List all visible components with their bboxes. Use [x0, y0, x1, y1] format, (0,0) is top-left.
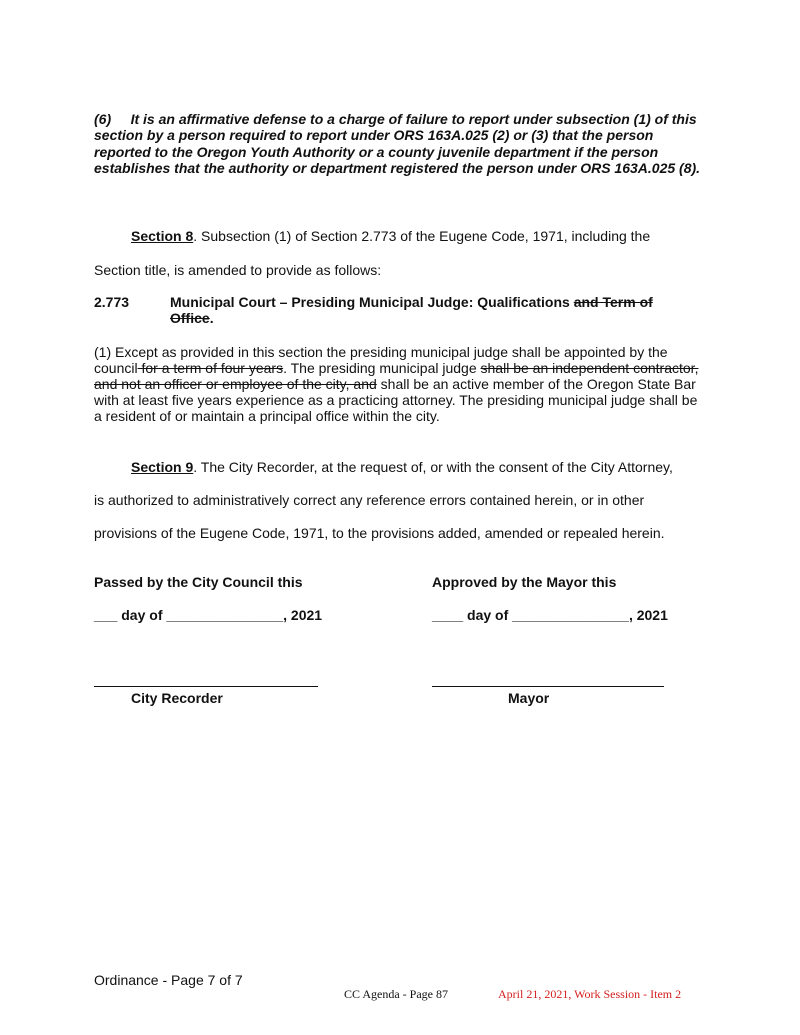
code-section-title-struck: and Term of Office — [170, 294, 653, 326]
council-heading: Passed by the City Council this — [94, 574, 303, 590]
agenda-page-footer: CC Agenda - Page 87 — [344, 987, 448, 1001]
section-8-line-1 — [131, 228, 650, 244]
section-9-text: . The City Recorder, at the request of, or with the consent of the City Attorney, — [193, 459, 673, 475]
section-8-text: . Subsection (1) of Section 2.773 of the Eugene Code, 1971, including the — [193, 228, 651, 244]
subsection-1-paragraph — [94, 344, 706, 424]
subsection-1-struck-1: for a term of four years — [137, 360, 284, 376]
section-9-line-1 — [131, 459, 673, 475]
section-8-label: Section 8 — [131, 228, 194, 244]
code-section-title — [170, 294, 690, 326]
section-9-line-2: is authorized to administratively correct any reference errors contained herein, or in other — [94, 492, 645, 508]
subsection-6-paragraph — [94, 111, 706, 177]
subsection-1-struck-2: shall be an independent contractor, and not an officer or employee of the city, and — [94, 360, 699, 392]
recorder-signature-line — [94, 686, 318, 687]
city-recorder-label: City Recorder — [131, 690, 223, 706]
code-section-title-end: . — [209, 310, 214, 326]
mayor-label: Mayor — [508, 690, 550, 706]
subsection-1-part-2: . The presiding municipal judge — [283, 360, 481, 376]
subsection-1-part-1: (1) Except as provided in this section the presiding municipal judge shall be appointed by the council — [94, 344, 668, 376]
code-section-number: 2.773 — [94, 294, 130, 310]
subsection-1-part-3: shall be an active member of the Oregon State Bar with at least five years experience as a practicing attorney. The presiding municipal judge shall be a resident of or maintain a principal office within the city. — [94, 376, 698, 424]
section-9-line-3: provisions of the Eugene Code, 1971, to the provisions added, amended or repealed herein. — [94, 525, 665, 541]
work-session-footer: April 21, 2021, Work Session - Item 2 — [498, 987, 682, 1001]
mayor-heading: Approved by the Mayor this — [432, 574, 617, 590]
page-number-footer: Ordinance - Page 7 of 7 — [94, 972, 243, 988]
council-date-line: ___ day of _______________, 2021 — [94, 607, 323, 623]
code-section-title-text: Municipal Court – Presiding Municipal Judge: Qualifications — [170, 294, 570, 310]
mayor-signature-line — [432, 686, 664, 687]
section-8-line-2: Section title, is amended to provide as follows: — [94, 262, 382, 278]
subsection-6-text: It is an affirmative defense to a charge of failure to report under subsection (1) of this section by a person required to report under ORS 163A.025 (2) or (3) that the person reported to the Oregon Youth Authority or a county juvenile department if the person establishes that the authority or department registered the person under ORS 163A.025 (8). — [94, 111, 701, 177]
subsection-6-number: (6) — [94, 111, 112, 127]
mayor-date-line: ____ day of _______________, 2021 — [432, 607, 668, 623]
section-9-label: Section 9 — [131, 459, 194, 475]
